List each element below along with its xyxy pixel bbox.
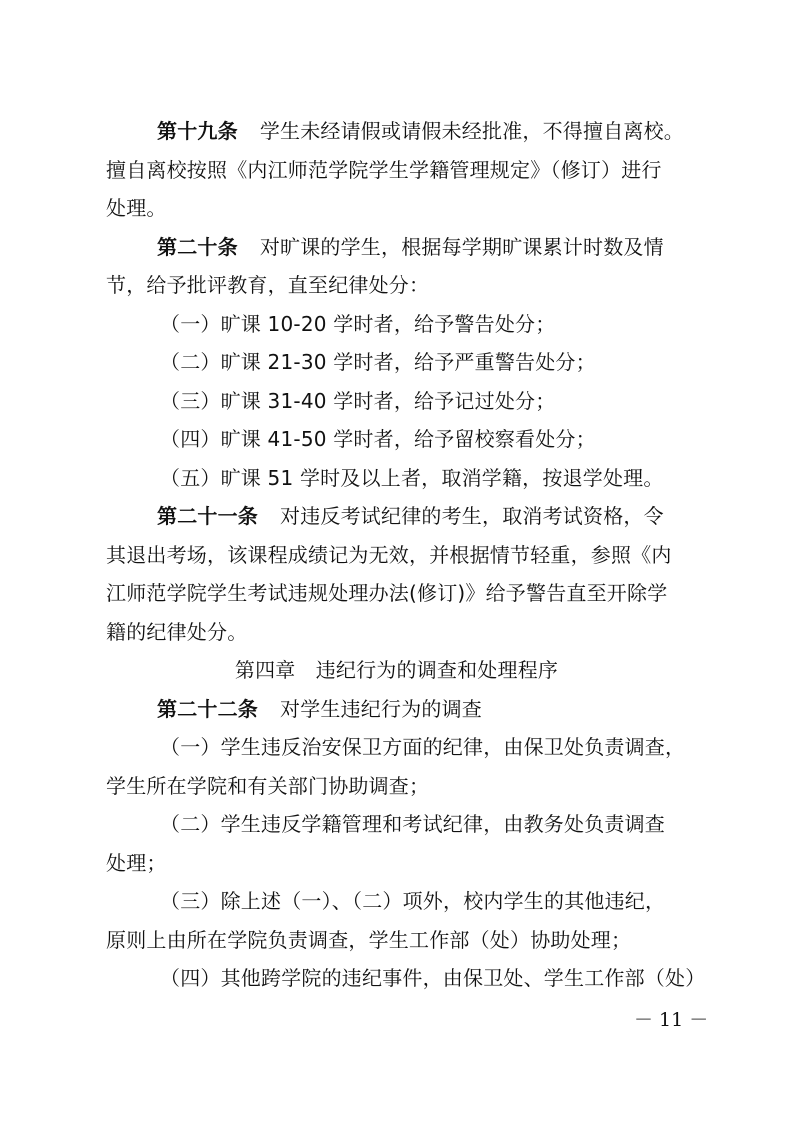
article-19-line-1 <box>157 116 757 146</box>
article-20-item-1: （一）旷课 10-20 学时者，给予警告处分； <box>160 312 556 336</box>
article-20-text-1: 对旷课的学生，根据每学期旷课累计时数及情 <box>259 235 664 259</box>
article-22-item-3-line-1: （三）除上述（一）、（二）项外，校内学生的其他违纪， <box>160 889 666 913</box>
article-20-line-2: 节，给予批评教育，直至纪律处分： <box>106 273 430 297</box>
chapter-heading: 第四章 违纪行为的调查和处理程序 <box>234 658 559 682</box>
article-21-title: 第二十一条 <box>157 504 258 528</box>
article-22-item-4-line-1: （四）其他跨学院的违纪事件，由保卫处、学生工作部（处） <box>160 966 706 990</box>
article-22-text-1: 对学生违纪行为的调查 <box>280 697 482 721</box>
article-19-title: 第十九条 <box>157 119 238 143</box>
article-22-item-3-line-2: 原则上由所在学院负责调查，学生工作部（处）协助处理； <box>106 928 632 952</box>
article-22-line-1 <box>157 694 757 724</box>
article-22-item-2-line-1: （二）学生违反学籍管理和考试纪律，由教务处负责调查 <box>160 812 665 836</box>
article-22-item-2-line-2: 处理； <box>106 851 167 875</box>
article-19-line-2: 擅自离校按照《内江师范学院学生学籍管理规定》（修订）进行 <box>106 158 662 182</box>
article-22-title: 第二十二条 <box>157 697 258 721</box>
article-20-item-5: （五）旷课 51 学时及以上者，取消学籍，按退学处理。 <box>160 466 664 490</box>
article-21-line-3: 江师范学院学生考试违规处理办法(修订)》给予警告直至开除学 <box>106 581 668 605</box>
article-21-text-1: 对违反考试纪律的考生，取消考试资格，令 <box>280 504 664 528</box>
article-20-item-2: （二）旷课 21-30 学时者，给予严重警告处分； <box>160 350 596 374</box>
article-21-line-4: 籍的纪律处分。 <box>106 620 248 644</box>
article-20-line-1 <box>157 232 757 262</box>
article-20-item-4: （四）旷课 41-50 学时者，给予留校察看处分； <box>160 427 596 451</box>
article-19-text-1: 学生未经请假或请假未经批准，不得擅自离校。 <box>259 119 685 143</box>
article-21-line-2: 其退出考场，该课程成绩记为无效，并根据情节轻重，参照《内 <box>106 543 672 567</box>
article-21-line-1 <box>157 501 757 531</box>
article-20-title: 第二十条 <box>157 235 238 259</box>
article-22-item-1-line-1: （一）学生违反治安保卫方面的纪律，由保卫处负责调查， <box>160 735 686 759</box>
article-22-item-1-line-2: 学生所在学院和有关部门协助调查； <box>106 774 430 798</box>
article-20-item-3: （三）旷课 31-40 学时者，给予记过处分； <box>160 389 556 413</box>
page-number: － 11 － <box>634 1009 709 1031</box>
article-19-line-3: 处理。 <box>106 196 167 220</box>
